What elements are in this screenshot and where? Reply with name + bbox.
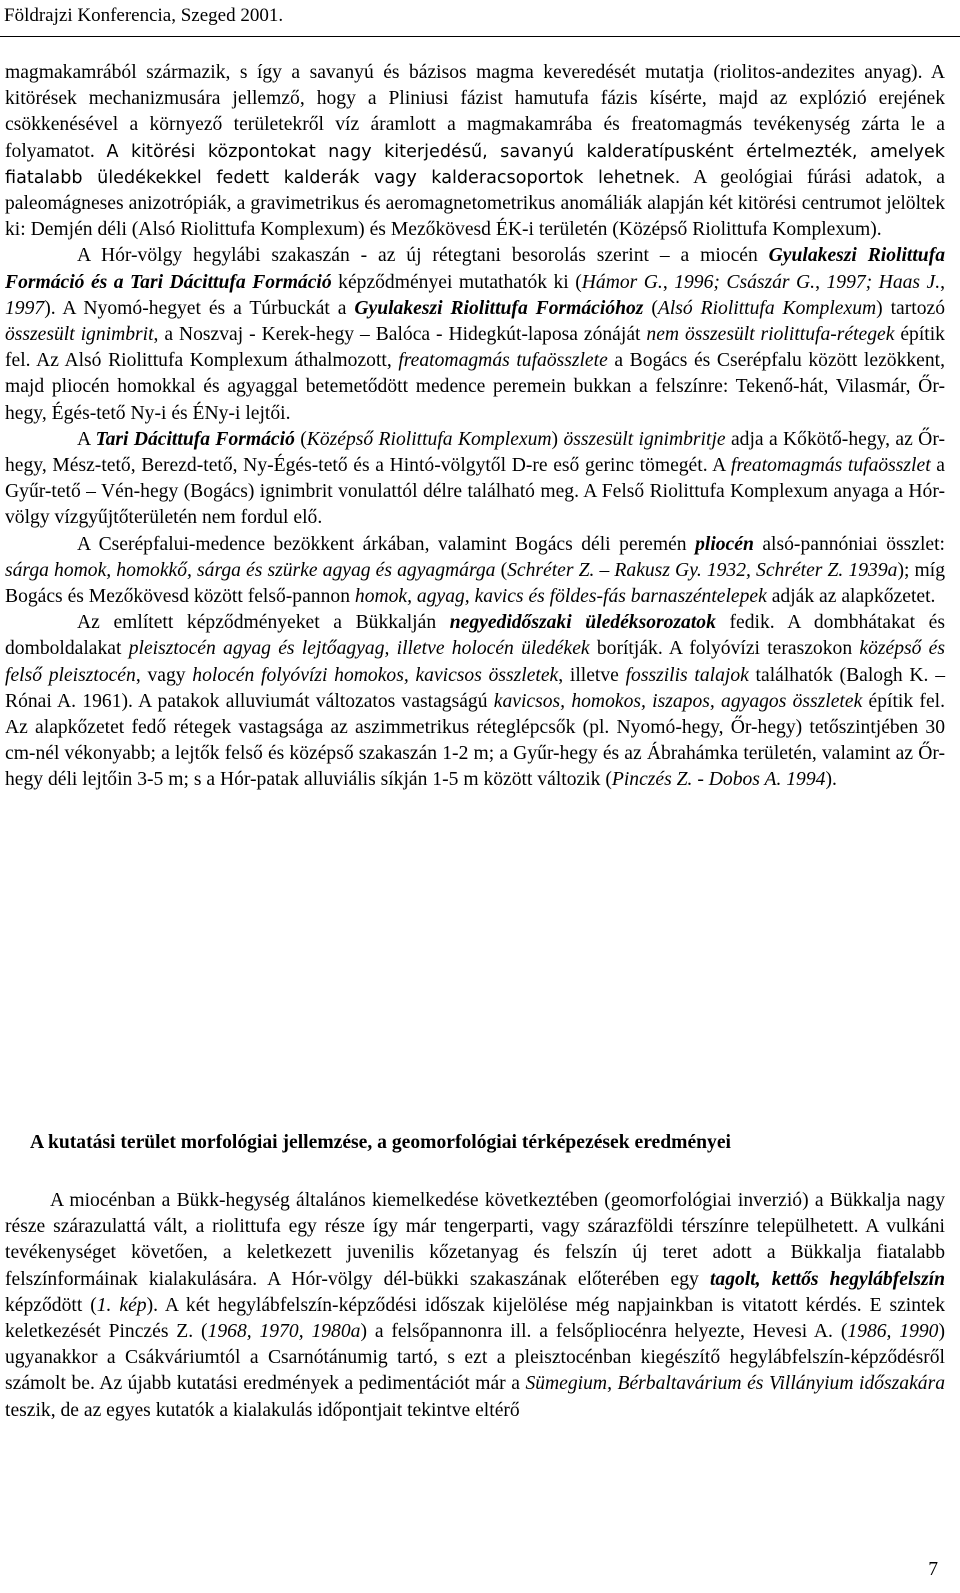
paragraph-1 — [5, 60, 945, 243]
reference-year: 1968, 1970, 1980a — [207, 1321, 361, 1343]
reference-year: 1986, 1990 — [847, 1321, 939, 1343]
paragraph-3 — [5, 427, 945, 532]
paragraph-2 — [5, 243, 945, 426]
p3-text: A — [77, 428, 96, 450]
reference-year: 1997 — [5, 297, 45, 319]
p2-text: ( — [643, 297, 658, 319]
p6-text: A miocénban a Bükk-hegység általános kiemelkedése következtében (geomorfológiai inverzió) a Bükkalja nagy része szárazulattá vált, a riolittufa egy része így már tengerparti, vagy szárazföldi térszínre települhetett. A vulkáni tevékenységet követően, a keletkezett juvenilis kőzetanyag és felszín új teret adott a Bükkalja fiatalabb felszínformáinak kialakulására. A Hór-völgy dél-bükki szakaszának előterében egy — [5, 1190, 945, 1290]
p4-text: A Cserépfalui-medence bezökkent árkában, valamint Bogács déli peremén — [77, 533, 696, 555]
p2-text: , — [940, 271, 946, 293]
p2-text: A Hór-völgy hegylábi szakaszán - az új rétegtani besorolás szerint – a miocén — [77, 245, 769, 267]
p1-sentence-2: A kitörési központokat nagy kiterjedésű, savanyú kalderatípusként értelmezték, amelyek fiatalabb üledékekkel fedett kalderák vagy kalderacsoportok lehetnek. — [5, 141, 945, 188]
p5-text: borítják. A folyóvízi teraszokon — [589, 638, 860, 660]
reference-author: Hámor G. — [581, 271, 663, 293]
p2-text: ) tartozó — [876, 297, 945, 319]
p5-text: Az említett képződményeket a Bükkalján — [77, 612, 450, 634]
p5-text: találhatók (Balogh K. – Rónai A. 1961). A patakok alluviumát változatos vastagságú — [5, 664, 945, 712]
rock-term: pleisztocén agyag és lejtőagyag, illetve holocén üledékek — [128, 638, 590, 660]
p6-text: ) a felsőpannonra ill. a felsőpliocénra helyezte, Hevesi A. ( — [360, 1321, 848, 1343]
period-name: pliocén — [695, 533, 754, 555]
period-name: negyedidőszaki üledéksorozatok — [449, 612, 716, 634]
complex-name: Középső Riolittufa Komplexum — [306, 428, 552, 450]
p4-text: ( — [495, 559, 508, 581]
rock-term: homok, agyag, kavics és földes-fás barnaszéntelepek — [354, 586, 767, 608]
p4-text: adják az alapkőzetet. — [766, 586, 936, 608]
formation-name: Gyulakeszi Riolittufa Formációhoz — [354, 297, 644, 319]
p5-text: építik fel. Az alapkőzetet fedő rétegek vastagsága az aszimmetrikus réteglépcsők (pl. Nyomó-hegy, Őr-hegy) tetőszintjében 30 cm-nél vékonyabb; a lejtők felső és középső szakaszán 1-2 m; a Gyűr-hegy és az Ábrahámka területén, valamint az Őr-hegy déli lejtőin 3-5 m; s a Hór-patak alluviális síkján 1-5 m között változik ( — [5, 690, 945, 791]
main-text — [5, 60, 945, 794]
reference-author: 1996; Császár G. — [674, 271, 816, 293]
p3-text: ( — [294, 428, 307, 450]
landform-term: tagolt, kettős hegylábfelszín — [709, 1268, 945, 1290]
section-text — [5, 1188, 945, 1424]
p4-text: ); míg Bogács és Mezőkövesd között felső-pannon — [5, 559, 946, 608]
p4-text: alsó-pannóniai összlet: — [753, 533, 945, 555]
p3-text: adja a Kőkötő-hegy, az Őr-hegy, Mész-tető, Berezd-tető, Ny-Égés-tető és a Hintó-völgytől D-re eső gerinc tömegét. A — [5, 428, 945, 477]
p3-text: a Gyűr-tető – Vén-hegy (Bogács) ignimbrit vonulattól délre található meg. A Felső Riolittufa Komplexum anyaga a Hór-völgy vízgyűjtőterületén nem fordul elő. — [5, 455, 945, 529]
section-heading: A kutatási terület morfológiai jellemzése, a geomorfológiai térképezések eredményei — [30, 1132, 731, 1153]
p1-sentence-3: A geológiai fúrási adatok, a paleomágneses anizotrópiák, a gravimetrikus és aeromagnetometrikus anomáliák alapján két kitörési centrumot jelöltek ki: Demjén déli (Alsó Riolittufa Komplexum) és Mezőkövesd ÉK-i területén (Középső Riolittufa Komplexum). — [5, 166, 945, 241]
page-number: 7 — [928, 1559, 938, 1580]
p6-text: ) ugyanakkor a Csákváriumtól a Csarnótánumig tartó, s ezt a pleisztocénban kiegészítő hegylábfelszín-képződésről számolt be. Az újabb kutatási eredmények a pedimentációt már a — [5, 1321, 946, 1395]
reference-author: 1997; Haas J. — [826, 271, 941, 293]
p2-text: képződményei mutathatók ki ( — [331, 271, 582, 293]
paragraph-5 — [5, 610, 945, 793]
p5-text: ). — [825, 769, 837, 791]
running-header: Földrajzi Konferencia, Szeged 2001. — [4, 5, 284, 26]
complex-name: Alsó Riolittufa Komplexum — [657, 297, 877, 319]
period-name: Sümegium, Bérbaltavárium és Villányium időszakára — [525, 1373, 945, 1395]
p2-text: építik fel. Az Alsó Riolittufa Komplexum áthalmozott, — [5, 324, 945, 372]
rock-term: kavicsos, homokos, iszapos, agyagos összletek — [493, 690, 863, 712]
rock-term: holocén folyóvízi homokos, kavicsos összletek — [192, 664, 559, 686]
rock-term: freatomagmás tufaösszlet — [730, 455, 931, 477]
p2-text: a Bogács és Cserépfalu között lezökkent, majd pliocén homokkal és agyaggal betemetődött medence peremein bukkan a felszínre: Tekenő-hát, Vilasmár, Őr-hegy, Égés-tető Ny-i és ÉNy-i lejtői. — [5, 350, 945, 424]
p2-text: ). A Nyomó-hegyet és a Túrbuckát a — [44, 297, 355, 319]
p2-text: , a Noszvaj - Kerek-hegy – Balóca - Hidegkút-laposa zónáját — [153, 324, 647, 346]
paragraph-6 — [5, 1188, 945, 1424]
reference-author: Schréter Z. – Rakusz Gy. 1932, Schréter Z. 1939a — [507, 559, 898, 581]
p3-text: ) — [551, 428, 564, 450]
p6-text: képződött ( — [5, 1294, 97, 1316]
p6-text: teszik, de az egyes kutatók a kialakulás időpontjait tekintve eltérő — [5, 1399, 520, 1421]
header-rule — [0, 36, 960, 37]
rock-term: összesült ignimbrit — [5, 324, 154, 346]
rock-term: összesült ignimbritje — [563, 428, 726, 450]
rock-term: sárga homok, homokkő, sárga és szürke agyag és agyagmárga — [5, 559, 496, 581]
reference-author: Pinczés Z. - Dobos A. 1994 — [611, 769, 826, 791]
rock-term: nem összesült riolittufa-rétegek — [646, 324, 895, 346]
p5-text: , vagy — [135, 664, 193, 686]
paragraph-4 — [5, 532, 945, 611]
p2-text: , — [662, 271, 675, 293]
formation-name: Tari Dácittufa Formáció — [95, 428, 295, 450]
p6-text: ). A két hegylábfelszín-képződési időszak kijelölése még napjainkban is vitatott kérdés. E szintek keletkezését Pinczés Z. ( — [5, 1294, 945, 1343]
p5-text: , illetve — [558, 664, 626, 686]
figure-reference: 1. kép — [96, 1294, 147, 1316]
rock-term: freatomagmás tufaösszlete — [398, 350, 608, 372]
p1-sentence-1: magmakamrából származik, s így a savanyú és bázisos magma keveredését mutatja (riolitos-andezites anyag). A kitörések mechanizmusára jellemző, hogy a Pliniusi fázist hamutufa fázis kísérte, majd az explózió erejének csökkenésével a környező területekről víz áramlott a magmakamrába és freatomagmás tevékenység zárta le a folyamatot. — [5, 62, 945, 162]
formation-name: Gyulakeszi Riolittufa Formáció és a Tari Dácittufa Formáció — [5, 245, 946, 293]
rock-term: fosszilis talajok — [625, 664, 749, 686]
rock-term: középső és felső pleisztocén — [5, 638, 945, 686]
p5-text: fedik. A dombhátakat és domboldalakat — [5, 612, 946, 660]
p2-text: , — [815, 271, 827, 293]
